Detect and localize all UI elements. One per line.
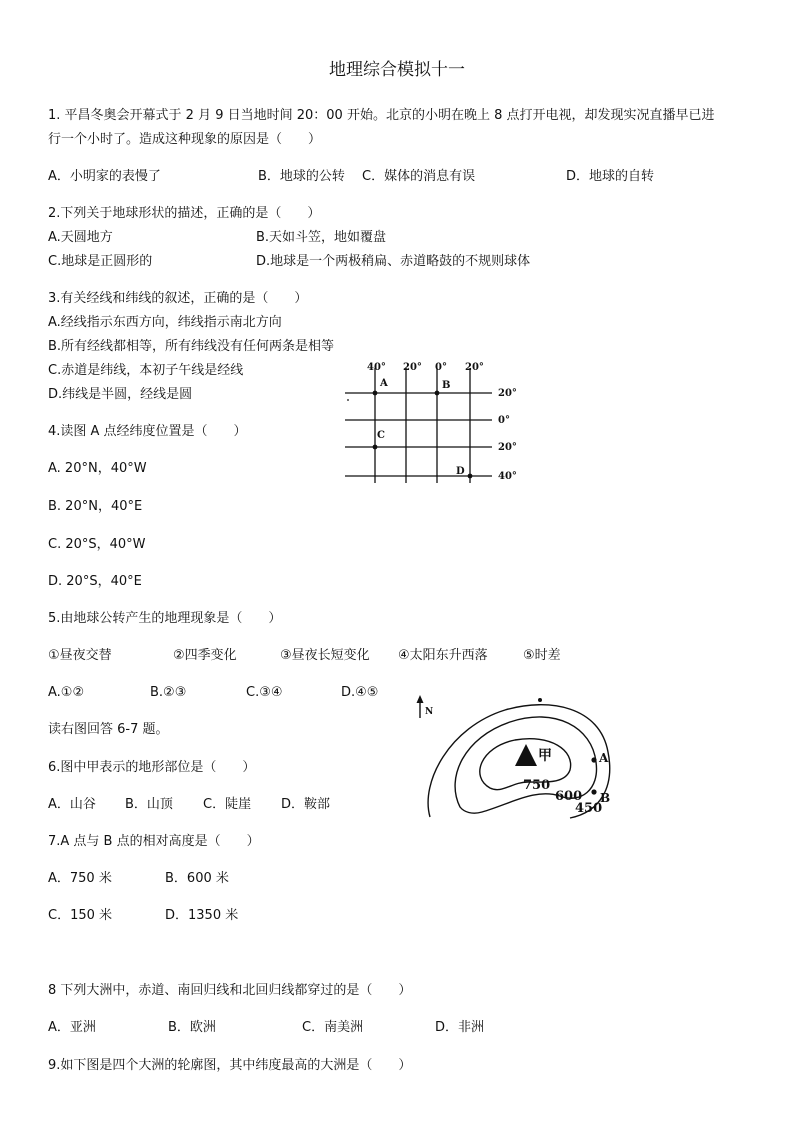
q6-option-a[interactable]: A．山谷 [48,797,96,812]
q4-stem: 4.读图 A 点经纬度位置是（ ） [48,424,247,439]
q8-option-d[interactable]: D．非洲 [435,1020,485,1035]
q8-stem: 8 下列大洲中，赤道、南回归线和北回归线都穿过的是（ ） [48,983,412,998]
q3-stem: 3.有关经线和纬线的叙述，正确的是（ ） [48,291,308,306]
point-d-label: D [456,466,465,477]
q1-stem-line2: 行一个小时了。造成这种现象的原因是（ ） [48,132,322,147]
q4-option-a[interactable]: A. 20°N，40°W [48,461,147,476]
page-title: 地理综合模拟十一 [329,60,465,80]
north-label: N [425,707,434,717]
right-label-0: 0° [498,415,510,426]
q1-stem-line1: 1. 平昌冬奥会开幕式于 2 月 9 日当地时间 20：00 开始。北京的小明在晚上 8 点打开电视，却发现实况直播早已进 [48,108,715,123]
q2-option-a[interactable]: A.天圆地方 [48,230,113,245]
point-c-marker [373,445,378,450]
q5-option-b[interactable]: B.②③ [150,685,187,700]
q8-option-a[interactable]: A．亚洲 [48,1020,96,1035]
q7-option-b[interactable]: B．600 米 [165,871,229,886]
q7-option-d[interactable]: D．1350 米 [165,908,239,923]
point-b-label: B [442,380,451,391]
right-label-40s: 40° [498,471,517,482]
point-d-marker [468,474,473,479]
point-a-marker [373,391,378,396]
q6-option-c[interactable]: C．陡崖 [203,797,252,812]
contour-label-600: 600 [555,789,583,804]
q6-option-b[interactable]: B．山顶 [125,797,173,812]
q5-item-1: ①昼夜交替 [48,648,112,663]
q1-option-b[interactable]: B．地球的公转 [258,169,345,184]
q8-option-b[interactable]: B．欧洲 [168,1020,216,1035]
top-label-20e: 20° [465,362,484,373]
q5-option-c[interactable]: C.③④ [246,685,283,700]
q2-option-d[interactable]: D.地球是一个两极稍扁、赤道略鼓的不规则球体 [256,254,531,269]
q4-option-d[interactable]: D. 20°S，40°E [48,574,142,589]
q1-option-c[interactable]: C．媒体的消息有误 [362,169,476,184]
point-a-label: A [599,751,609,765]
q3-option-d[interactable]: D.纬线是半圆，经线是圆 [48,387,193,402]
q2-option-c[interactable]: C.地球是正圆形的 [48,254,153,269]
q2-option-b[interactable]: B.天如斗笠，地如覆盘 [256,230,387,245]
q9-stem: 9.如下图是四个大洲的轮廓图，其中纬度最高的大洲是（ ） [48,1058,412,1073]
q4-option-b[interactable]: B. 20°N，40°E [48,499,143,514]
q5-stem: 5.由地球公转产生的地理现象是（ ） [48,611,282,626]
q4-option-c[interactable]: C. 20°S，40°W [48,537,146,552]
q3-option-b[interactable]: B.所有经线都相等，所有纬线没有任何两条是相等 [48,339,335,354]
north-arrow [417,695,434,718]
top-label-0: 0° [435,362,447,373]
right-label-20n: 20° [498,388,517,399]
point-b-marker [435,391,440,396]
q1-option-d[interactable]: D．地球的自转 [566,169,655,184]
q6-7-intro: 读右图回答 6-7 题。 [48,722,169,737]
q3-option-a[interactable]: A.经线指示东西方向，纬线指示南北方向 [48,315,282,330]
q1-option-a[interactable]: A．小明家的表慢了 [48,169,161,184]
contour-map-figure [410,692,630,822]
peak-triangle-icon [515,744,537,766]
speck-dot [347,399,349,401]
latlong-grid-figure [340,358,520,488]
q8-option-c[interactable]: C．南美洲 [302,1020,364,1035]
q2-stem: 2.下列关于地球形状的描述，正确的是（ ） [48,206,321,221]
peak-label: 甲 [538,748,552,764]
q7-option-c[interactable]: C．150 米 [48,908,113,923]
contour-label-450: 450 [575,801,603,816]
point-b-label: B [600,791,611,805]
point-a-marker [591,757,596,762]
contour-label-750: 750 [523,778,551,793]
q7-stem: 7.A 点与 B 点的相对高度是（ ） [48,834,260,849]
contour-top-dot [538,698,542,702]
q3-option-c[interactable]: C.赤道是纬线，本初子午线是经线 [48,363,244,378]
right-label-20s: 20° [498,442,517,453]
top-label-40: 40° [367,362,386,373]
q5-item-5: ⑤时差 [523,648,561,663]
q7-option-a[interactable]: A．750 米 [48,871,112,886]
top-label-20w: 20° [403,362,422,373]
q5-item-4: ④太阳东升西落 [398,648,488,663]
point-c-label: C [377,430,385,441]
grid-lines [345,368,492,483]
point-b-marker [591,789,596,794]
q5-option-a[interactable]: A.①② [48,685,85,700]
q5-item-3: ③昼夜长短变化 [280,648,370,663]
q6-stem: 6.图中甲表示的地形部位是（ ） [48,760,256,775]
q6-option-d[interactable]: D．鞍部 [281,797,331,812]
q5-option-d[interactable]: D.④⑤ [341,685,379,700]
q5-item-2: ②四季变化 [173,648,237,663]
point-a-label: A [380,378,388,389]
